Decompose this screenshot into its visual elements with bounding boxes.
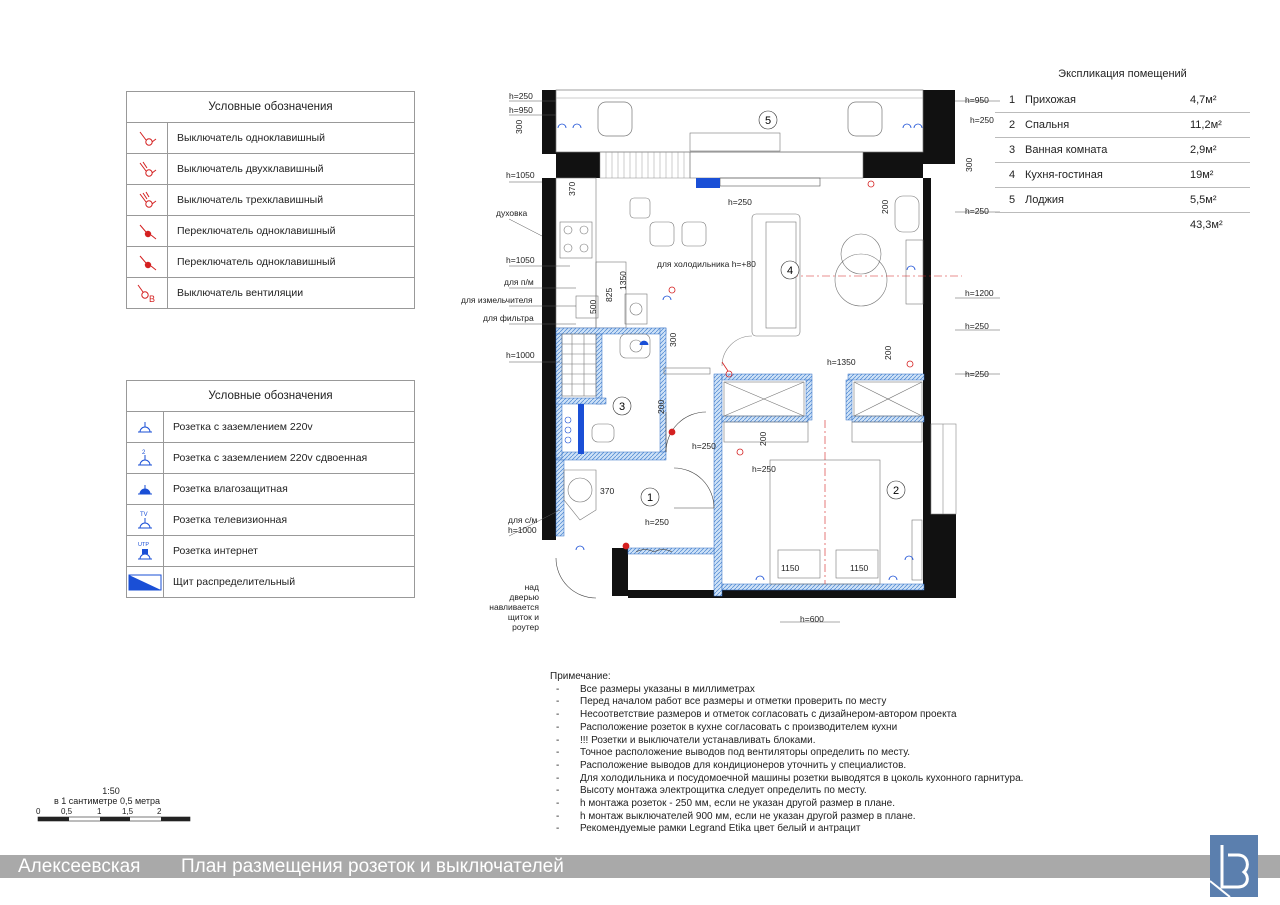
plan-label: 1350 (618, 271, 628, 290)
legend-label: Переключатель одноклавишный (177, 256, 336, 268)
plan-label: h=250 (965, 206, 989, 216)
legend-label: Розетка телевизионная (173, 514, 288, 526)
svg-text:1: 1 (97, 807, 102, 816)
room-marker-4 (781, 261, 799, 279)
scale-ratio: 1:50 (102, 786, 120, 796)
brand-logo-icon (1210, 835, 1258, 902)
plan-label: h=1350 (827, 357, 856, 367)
room-marker-2 (887, 481, 905, 499)
room-marker-5 (759, 111, 777, 129)
scale-ruler (36, 806, 196, 830)
svg-text:4: 4 (786, 265, 794, 277)
note-item: Точное расположение выводов под вентиляторы определить по месту. (580, 747, 911, 759)
plan-label: 200 (656, 399, 666, 414)
plan-label: h=250 (645, 517, 669, 527)
plan-sockets (558, 124, 922, 580)
note-item: Расположение выводов для кондиционеров уточнить у специалистов. (580, 759, 907, 771)
plan-label: h=250 (970, 115, 994, 125)
legend-label: Щит распределительный (173, 576, 296, 588)
socket-legend-title: Условные обозначения (127, 381, 414, 412)
door-note-line: роутер (512, 622, 539, 632)
explication-row: 5 Лоджия 5,5м² (995, 188, 1250, 213)
note-item: Перед началом работ все размеры и отметки проверить по месту (580, 696, 887, 708)
plan-label: h=250 (728, 197, 752, 207)
svg-text:UTP: UTP (138, 542, 149, 548)
svg-text:1: 1 (646, 492, 654, 504)
note-item: h монтажа розеток - 250 мм, если не указан другой размер в плане. (580, 798, 896, 810)
legend-label: Розетка с заземлением 220v сдвоенная (173, 452, 368, 464)
scale-bar (36, 786, 196, 832)
explication-title: Экспликация помещений (1058, 68, 1187, 80)
notes: Примечание: - Все размеры указаны в миллиметрах - Перед началом работ все размеры и отметки проверить по месту - Несоответствие размеров и отметок согласовать с дизайнером-автором проекта - Расположение розеток в кухне согласовать с производителем кухни - !!! Розетки и выключатели устанавливать блоками. - Точное расположение выводов под вентиляторы определить по месту. - Расположение выводов для кондиционеров уточнить у специалистов. - Для холодильника и посудомоечной машины розетки выводятся в цоколь кухонного гарнитура. - Высоту монтажа электрощитка следует определить по месту. - h монтажа розеток - 250 мм, если не указан другой размер в плане. - h монтаж выключателей 900 мм, если не указан другой размер в плане. - Рекомендуемые рамки Legrand Etika цвет белый и антрацит (550, 671, 1024, 835)
plan-label: духовка (496, 208, 528, 218)
plan-label: h=1050 (506, 255, 535, 265)
kitchen-window (600, 152, 863, 188)
note-item: !!! Розетки и выключатели устанавливать блоками. (580, 734, 816, 746)
kitchen-counter (556, 178, 706, 328)
notes-title: Примечание: (550, 671, 611, 682)
plan-label: для измельчителя (461, 295, 533, 305)
door-note-line: над (524, 582, 539, 592)
plan-label: h=1000 (506, 350, 535, 360)
loggia (556, 90, 923, 152)
legend-label: Выключатель вентиляции (177, 287, 304, 299)
note-item: Все размеры указаны в миллиметрах (580, 683, 755, 695)
legend-label: Розетка влагозащитная (173, 483, 288, 495)
room-marker-3 (613, 397, 631, 415)
plan-label: 200 (883, 345, 893, 360)
room-explication (995, 68, 1250, 237)
plan-label: h=1000 (508, 525, 537, 535)
note-item: Расположение розеток в кухне согласовать с производителем кухни (580, 721, 898, 733)
plan-label: 1150 (850, 563, 869, 573)
note-item: Рекомендуемые рамки Legrand Etika цвет белый и антрацит (580, 823, 861, 835)
room-marker-1 (641, 488, 659, 506)
explication-row: 4 Кухня-гостиная 19м² (995, 163, 1250, 188)
plan-label: h=250 (752, 464, 776, 474)
legend-label: Розетка интернет (173, 545, 258, 557)
svg-text:2: 2 (157, 807, 162, 816)
note-item: Для холодильника и посудомоечной машины розетки выводятся в цоколь кухонного гарнитура. (580, 772, 1024, 784)
plan-label: h=1200 (965, 288, 994, 298)
svg-text:5: 5 (764, 115, 772, 127)
explication-total-row (995, 213, 1250, 237)
plan-label: h=250 (965, 369, 989, 379)
footer-bar (0, 855, 1280, 878)
wardrobes (724, 382, 922, 442)
plan-label: h=250 (692, 441, 716, 451)
door-note-line: щиток и (507, 612, 539, 622)
plan-label: 300 (964, 157, 974, 172)
sheet-title: План размещения розеток и выключателей (181, 856, 564, 877)
plan-label: 200 (880, 199, 890, 214)
plan-label: h=950 (965, 95, 989, 105)
interior-walls (556, 328, 924, 596)
plan-label: для п/м (504, 277, 534, 287)
plan-label: 500 (588, 299, 598, 314)
plan-label: h=600 (800, 614, 824, 624)
svg-text:TV: TV (140, 512, 148, 518)
svg-text:3: 3 (618, 401, 626, 413)
explication-row: 1 Прихожая 4,7м² (995, 88, 1250, 113)
plan-label: 200 (758, 431, 768, 446)
plan-label: h=1050 (506, 170, 535, 180)
plan-label: h=950 (509, 105, 533, 115)
plan-label: 300 (668, 332, 678, 347)
plan-label: 1150 (781, 563, 800, 573)
explication-total: 43,3м² (1190, 219, 1223, 231)
plan-label: для с/м (508, 515, 538, 525)
plan-label: для холодильника h=+80 (657, 259, 756, 269)
plan-label: для фильтра (483, 313, 534, 323)
legend-label: Выключатель двухклавишный (177, 163, 324, 175)
plan-label: h=250 (965, 321, 989, 331)
note-item: Высоту монтажа электрощитка следует определить по месту. (580, 785, 867, 797)
svg-text:0,5: 0,5 (61, 807, 73, 816)
scale-caption: в 1 сантиметре 0,5 метра (54, 796, 160, 806)
switch-legend-title: Условные обозначения (127, 92, 414, 123)
explication-row: 2 Спальня 11,2м² (995, 113, 1250, 138)
svg-text:0: 0 (36, 807, 41, 816)
plan-label: 370 (600, 486, 615, 496)
legend-label: Розетка с заземлением 220v (173, 421, 313, 433)
plan-label: 300 (514, 119, 524, 134)
explication-row: 3 Ванная комната 2,9м² (995, 138, 1250, 163)
note-item: h монтаж выключателей 900 мм, если не указан другой размер в плане. (580, 810, 916, 822)
walls (542, 90, 956, 598)
svg-text:1,5: 1,5 (122, 807, 134, 816)
living-furniture (752, 196, 923, 336)
project-name: Алексеевская (18, 856, 141, 877)
door-note-line: навливается (489, 602, 539, 612)
legend-label: Выключатель одноклавишный (177, 132, 325, 144)
note-item: Несоответствие размеров и отметок согласовать с дизайнером-автором проекта (580, 709, 957, 721)
svg-text:В: В (149, 294, 156, 304)
door-note-line: дверью (509, 592, 539, 602)
plan-label: 825 (604, 287, 614, 302)
plan-label: h=250 (509, 91, 533, 101)
legend-label: Переключатель одноклавишный (177, 225, 336, 237)
svg-text:2: 2 (142, 450, 146, 456)
legend-label: Выключатель трехклавишный (177, 194, 324, 206)
plan-label: 370 (567, 181, 577, 196)
svg-text:2: 2 (892, 485, 900, 497)
